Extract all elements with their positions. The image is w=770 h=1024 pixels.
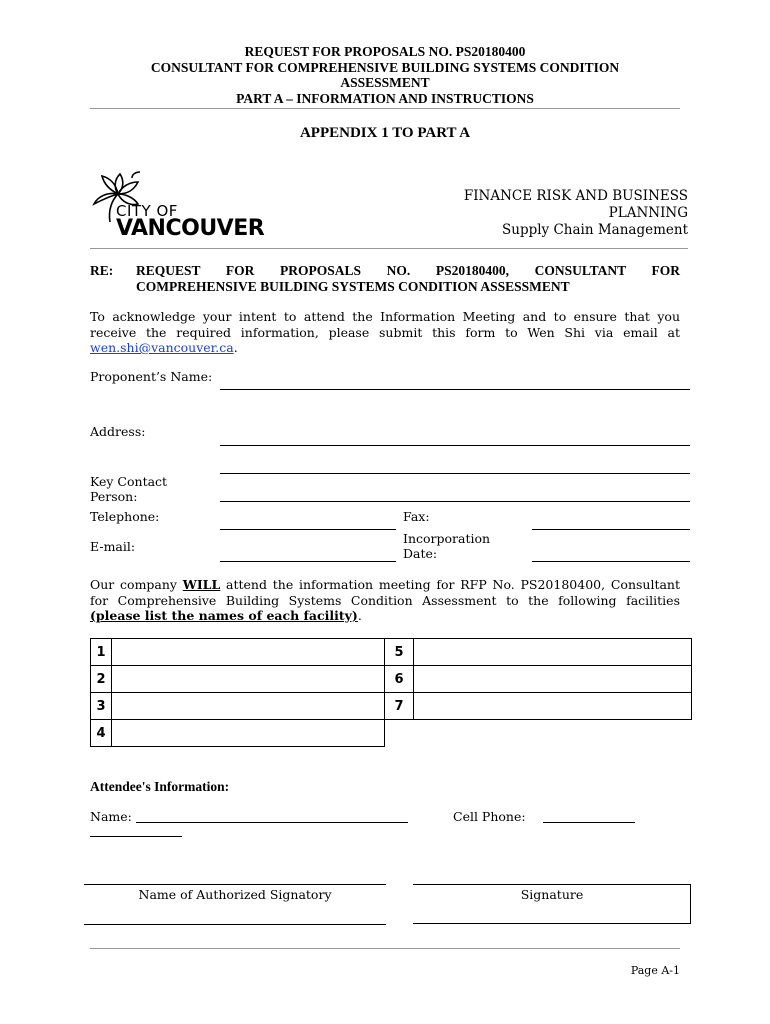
logo-text-vancouver: VANCOUVER [116,216,265,241]
intro-line-1: To acknowledge your intent to attend the Information Meeting and to ensure that you [90,309,680,324]
authorized-signatory-label: Name of Authorized Signatory [138,887,332,902]
signature-label: Signature [520,887,584,902]
facility-field-3[interactable] [112,693,385,720]
attend-line-1 [90,577,680,593]
fax-label: Fax: [403,509,430,524]
attendee-heading: Attendee's Information: [90,779,230,794]
logo-divider [90,248,688,249]
re-line-2: COMPREHENSIVE BUILDING SYSTEMS CONDITION ASSESSMENT [136,279,570,294]
telephone-label: Telephone: [90,509,160,524]
signatory-name-field[interactable] [84,924,386,925]
attend-will: WILL [182,577,221,592]
table-row [385,693,692,720]
facility-number: 1 [91,639,112,666]
proponent-name-field[interactable] [220,389,690,390]
incorporation-date-label [403,531,490,561]
incorporation-label-line-1: Incorporation [403,531,491,546]
email-field[interactable] [220,561,396,562]
attendee-name-field[interactable] [136,822,408,823]
address-field-line-1[interactable] [220,445,690,446]
facility-number: 4 [91,720,112,747]
intro-line-3 [90,340,680,356]
table-row [91,720,385,747]
key-contact-label-line-2: Person: [90,489,138,504]
logo-text-city-of: CITY OF [116,202,178,220]
table-row [385,639,692,666]
department-line-3: Supply Chain Management [502,222,688,238]
address-field-line-2[interactable] [220,473,690,474]
attend-line-3 [90,608,680,624]
key-contact-label [90,474,167,504]
facility-field-5[interactable] [414,639,692,666]
intro-line-2: receive the required information, please submit this form to Wen Shi via email at [90,324,680,340]
attendee-name-label: Name: [90,809,132,824]
key-contact-field[interactable] [220,501,690,502]
proponent-name-label: Proponent’s Name: [90,369,213,384]
attend-post: attend the information meeting for RFP No. PS20180400, Consultant [220,577,681,592]
facilities-table-left [90,638,385,747]
facility-number: 3 [91,693,112,720]
attend-pre: Our company [90,577,183,592]
department-block [464,188,688,239]
incorporation-label-line-2: Date: [403,546,438,561]
intro-period: . [233,340,238,355]
cell-phone-label: Cell Phone: [453,809,526,824]
re-label: RE: [90,263,114,278]
facility-field-1[interactable] [112,639,385,666]
document-header [90,44,680,106]
attend-line-2: for Comprehensive Building Systems Condition Assessment to the following facilities [90,592,680,608]
address-label: Address: [90,424,146,439]
attendance-paragraph [90,577,680,624]
header-line-3: ASSESSMENT [340,75,430,90]
facility-field-6[interactable] [414,666,692,693]
header-line-4: PART A – INFORMATION AND INSTRUCTIONS [236,90,534,106]
department-line-2: PLANNING [608,205,688,221]
table-row [91,639,385,666]
attend-period: . [357,608,362,623]
attend-instruction: (please list the names of each facility) [90,608,358,623]
telephone-field[interactable] [220,529,396,530]
attendee-name-field-continued[interactable] [90,836,182,837]
header-line-2: CONSULTANT FOR COMPREHENSIVE BUILDING SYSTEMS CONDITION [150,59,620,75]
key-contact-label-line-1: Key Contact [90,474,168,489]
facility-number: 2 [91,666,112,693]
city-of-vancouver-logo [88,170,268,242]
cell-phone-field[interactable] [543,822,635,823]
facility-field-4[interactable] [112,720,385,747]
appendix-title: APPENDIX 1 TO PART A [299,125,471,141]
email-label: E-mail: [90,539,136,554]
header-divider [90,108,680,109]
incorporation-date-field[interactable] [532,561,690,562]
re-line-1: REQUEST FOR PROPOSALS NO. PS20180400, CONSULTANT FOR [136,263,680,278]
table-row [385,666,692,693]
intro-paragraph [90,309,680,356]
fax-field[interactable] [532,529,690,530]
department-line-1: FINANCE RISK AND BUSINESS [463,188,688,204]
email-link[interactable]: wen.shi@vancouver.ca [90,340,234,355]
table-row [91,693,385,720]
page-number: Page A-1 [630,964,680,977]
facility-field-7[interactable] [414,693,692,720]
signatory-name-top-line [84,884,386,885]
footer-divider [90,948,680,949]
header-line-1: REQUEST FOR PROPOSALS NO. PS20180400 [244,44,526,59]
facility-field-2[interactable] [112,666,385,693]
facility-number: 5 [385,639,414,666]
table-row [91,666,385,693]
facility-number: 7 [385,693,414,720]
facilities-table-right [384,638,692,720]
facility-number: 6 [385,666,414,693]
